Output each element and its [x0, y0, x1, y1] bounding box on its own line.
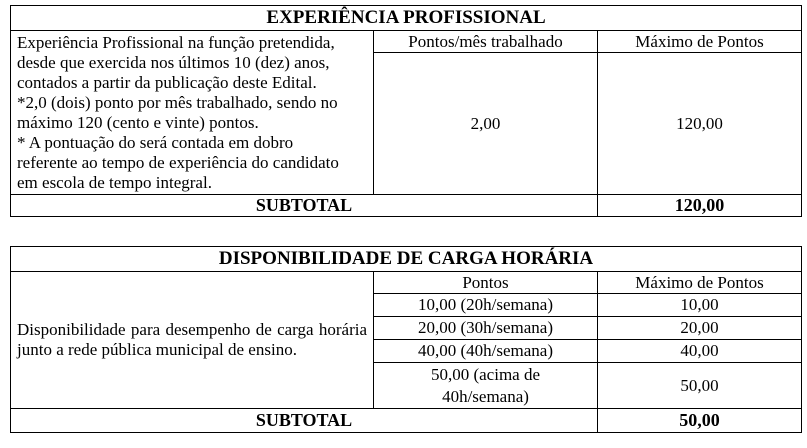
desc-line: *2,0 (dois) ponto por mês trabalhado, sendo no: [17, 92, 338, 112]
availability-table: [10, 246, 802, 433]
points-cell: 10,00 (20h/semana): [374, 294, 598, 317]
desc-line: contados a partir da publicação deste Edital.: [17, 72, 317, 92]
subtotal-value: 120,00: [598, 195, 802, 217]
subtotal-label: SUBTOTAL: [11, 195, 598, 217]
desc-line: referente ao tempo de experiência do candidato: [17, 152, 339, 172]
points-line: 50,00 (acima de: [430, 364, 541, 384]
experience-description: [11, 31, 374, 195]
availability-title: DISPONIBILIDADE DE CARGA HORÁRIA: [11, 247, 802, 272]
experience-title: EXPERIÊNCIA PROFISSIONAL: [11, 6, 802, 31]
desc-line: * A pontuação do será contada em dobro: [17, 132, 294, 152]
max-cell: 20,00: [598, 317, 802, 340]
availability-description: Disponibilidade para desempenho de carga horária junto a rede pública municipal de ensino.: [11, 272, 374, 409]
max-cell: 50,00: [598, 363, 802, 409]
max-points-value: 120,00: [598, 53, 802, 195]
header-max-points: Máximo de Pontos: [598, 272, 802, 294]
desc-line: em escola de tempo integral.: [17, 172, 212, 192]
subtotal-value: 50,00: [598, 409, 802, 433]
subtotal-label: SUBTOTAL: [11, 409, 598, 433]
header-max-points: Máximo de Pontos: [598, 31, 802, 53]
points-per-month-value: 2,00: [374, 53, 598, 195]
max-cell: 10,00: [598, 294, 802, 317]
desc-line: máximo 120 (cento e vinte) pontos.: [17, 112, 259, 132]
experience-table: [10, 5, 802, 217]
max-cell: 40,00: [598, 340, 802, 363]
header-points: Pontos: [374, 272, 598, 294]
points-line: 40h/semana): [442, 386, 529, 406]
points-cell: 40,00 (40h/semana): [374, 340, 598, 363]
desc-line: desde que exercida nos últimos 10 (dez) anos,: [17, 52, 330, 72]
points-cell: [374, 363, 598, 409]
points-cell: 20,00 (30h/semana): [374, 317, 598, 340]
desc-line: Experiência Profissional na função pretendida,: [17, 32, 335, 52]
header-points-per-month: Pontos/mês trabalhado: [374, 31, 598, 53]
